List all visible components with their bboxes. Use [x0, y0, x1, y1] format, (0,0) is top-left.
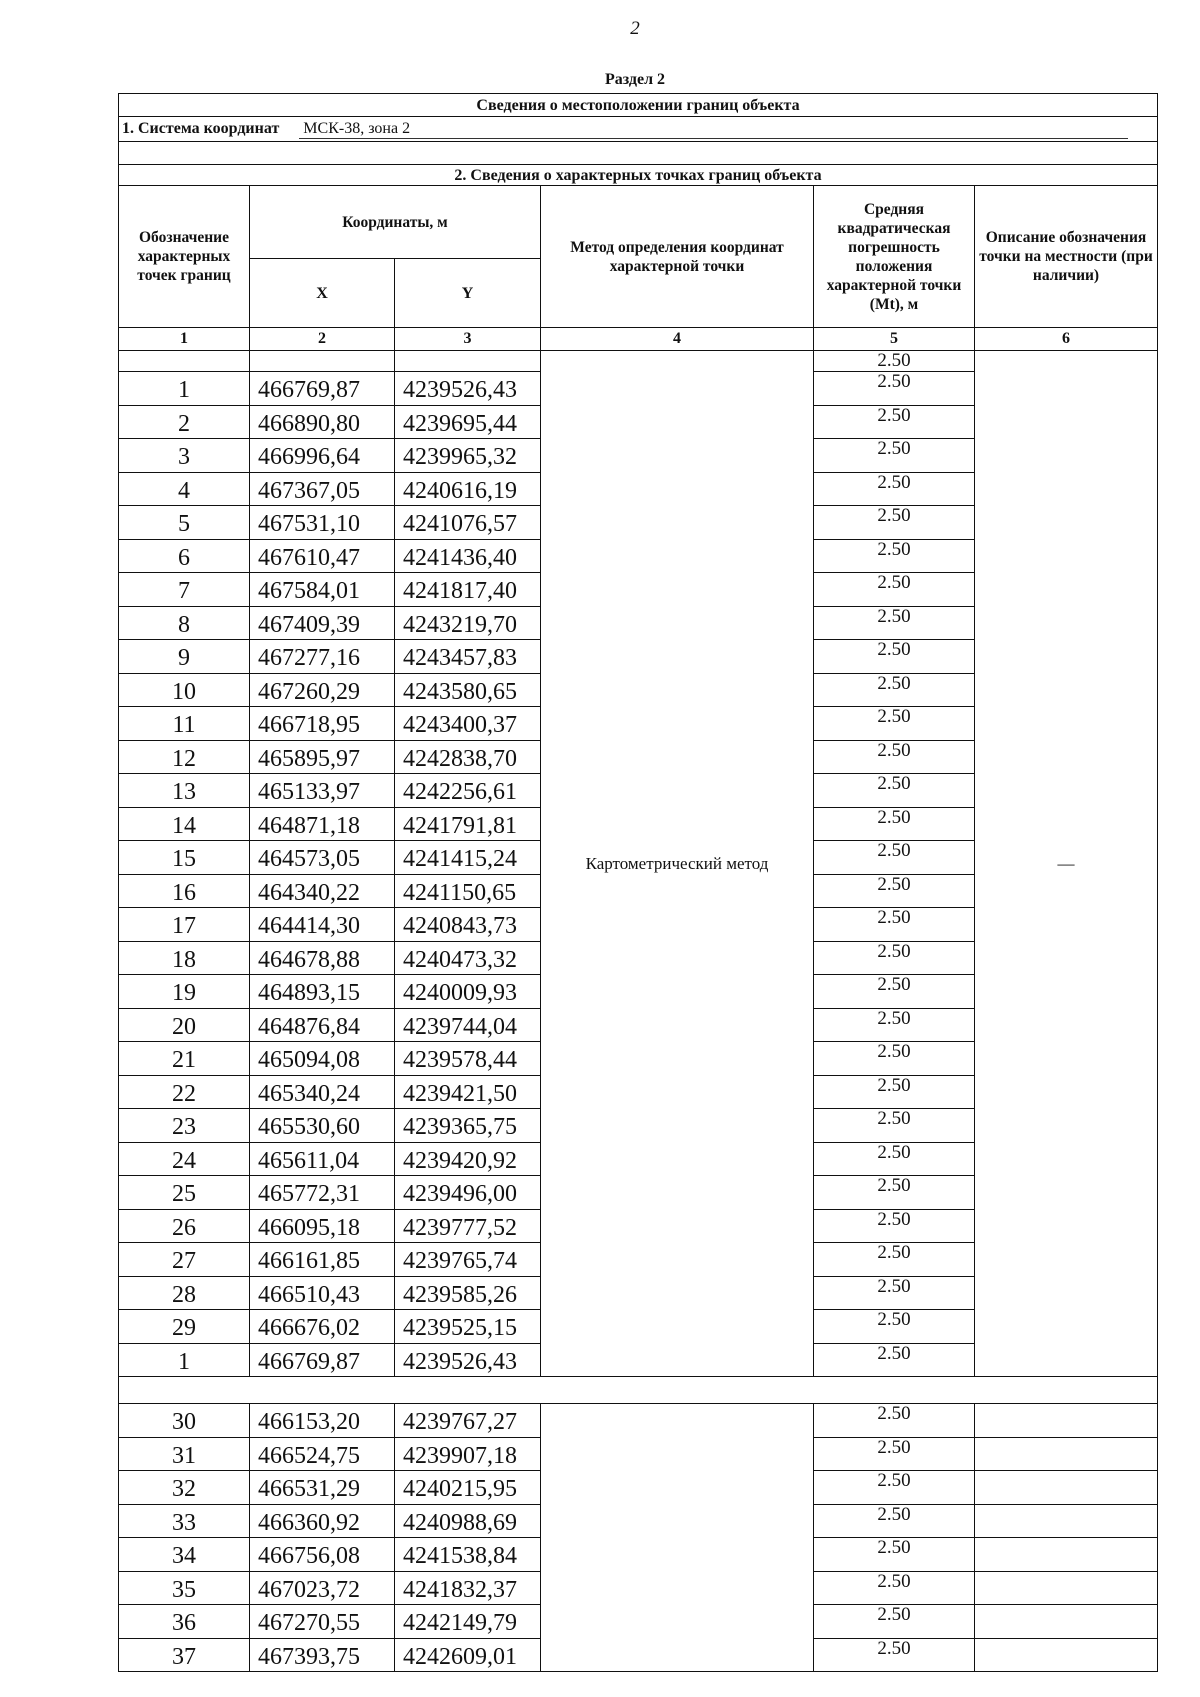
- x-cell: 465611,04: [250, 1142, 395, 1176]
- x-cell: 464871,18: [250, 807, 395, 841]
- error-cell: 2.50: [814, 874, 975, 908]
- y-cell: 4243219,70: [395, 606, 541, 640]
- table-title: Сведения о местоположении границ объекта: [119, 94, 1158, 117]
- column-number: 6: [975, 328, 1158, 351]
- x-cell: 465895,97: [250, 740, 395, 774]
- coord-system-row: [119, 117, 1158, 142]
- point-number-cell: 33: [119, 1504, 250, 1538]
- error-cell: 2.50: [814, 472, 975, 506]
- error-cell: 2.50: [814, 1176, 975, 1210]
- error-cell: 2.50: [814, 1538, 975, 1572]
- error-cell: 2.50: [814, 1504, 975, 1538]
- header-y: Y: [395, 259, 541, 328]
- description-cell: [975, 1571, 1158, 1605]
- coord-system-label: 1. Система координат: [122, 119, 280, 137]
- point-number-cell: 15: [119, 841, 250, 875]
- error-cell: 2.50: [814, 1075, 975, 1109]
- point-number-cell: 4: [119, 472, 250, 506]
- error-cell: 2.50: [814, 1109, 975, 1143]
- error-cell: 2.50: [814, 975, 975, 1009]
- coord-system-value: МСК-38, зона 2: [299, 120, 1128, 139]
- description-cell: [975, 1471, 1158, 1505]
- point-number-cell: 26: [119, 1209, 250, 1243]
- error-cell: 2.50: [814, 1209, 975, 1243]
- error-cell: 2.50: [814, 1042, 975, 1076]
- x-cell: 464573,05: [250, 841, 395, 875]
- y-cell: 4241415,24: [395, 841, 541, 875]
- y-cell: 4239765,74: [395, 1243, 541, 1277]
- error-cell: 2.50: [814, 1310, 975, 1344]
- point-number-cell: 1: [119, 372, 250, 406]
- point-number-cell: 29: [119, 1310, 250, 1344]
- y-cell: 4240988,69: [395, 1504, 541, 1538]
- description-cell: [975, 1504, 1158, 1538]
- error-cell: 2.50: [814, 1008, 975, 1042]
- point-number-cell: 9: [119, 640, 250, 674]
- y-cell: 4241538,84: [395, 1538, 541, 1572]
- point-number-cell: 35: [119, 1571, 250, 1605]
- error-cell: 2.50: [814, 1638, 975, 1672]
- error-cell: 2.50: [814, 1404, 975, 1438]
- y-cell: 4241832,37: [395, 1571, 541, 1605]
- y-cell: 4239526,43: [395, 1343, 541, 1377]
- error-cell: 2.50: [814, 640, 975, 674]
- y-cell: 4239496,00: [395, 1176, 541, 1210]
- description-cell: —: [975, 351, 1158, 1377]
- description-cell: [975, 1404, 1158, 1438]
- point-number-cell: 32: [119, 1471, 250, 1505]
- point-number-cell: 34: [119, 1538, 250, 1572]
- y-cell: 4243580,65: [395, 673, 541, 707]
- x-cell: 467584,01: [250, 573, 395, 607]
- y-cell: 4240843,73: [395, 908, 541, 942]
- page-number: 2: [630, 18, 640, 39]
- point-number-cell: 31: [119, 1437, 250, 1471]
- x-cell: 466531,29: [250, 1471, 395, 1505]
- point-number-cell: 8: [119, 606, 250, 640]
- y-cell: [395, 351, 541, 372]
- point-number-cell: 23: [119, 1109, 250, 1143]
- x-cell: 464876,84: [250, 1008, 395, 1042]
- y-cell: 4242149,79: [395, 1605, 541, 1639]
- y-cell: 4241817,40: [395, 573, 541, 607]
- x-cell: 466360,92: [250, 1504, 395, 1538]
- point-number-cell: 37: [119, 1638, 250, 1672]
- error-cell: 2.50: [814, 707, 975, 741]
- x-cell: 465094,08: [250, 1042, 395, 1076]
- point-number-cell: 12: [119, 740, 250, 774]
- y-cell: 4239525,15: [395, 1310, 541, 1344]
- x-cell: 466718,95: [250, 707, 395, 741]
- column-number: 1: [119, 328, 250, 351]
- point-number-cell: 30: [119, 1404, 250, 1438]
- x-cell: 464678,88: [250, 941, 395, 975]
- y-cell: 4240215,95: [395, 1471, 541, 1505]
- x-cell: 467393,75: [250, 1638, 395, 1672]
- point-number-cell: 21: [119, 1042, 250, 1076]
- x-cell: 467260,29: [250, 673, 395, 707]
- point-number-cell: 17: [119, 908, 250, 942]
- point-number-cell: 28: [119, 1276, 250, 1310]
- y-cell: 4239965,32: [395, 439, 541, 473]
- error-cell: 2.50: [814, 774, 975, 808]
- x-cell: 467409,39: [250, 606, 395, 640]
- x-cell: [250, 351, 395, 372]
- error-cell: 2.50: [814, 1571, 975, 1605]
- y-cell: 4239526,43: [395, 372, 541, 406]
- point-number-cell: 20: [119, 1008, 250, 1042]
- table-row: [119, 351, 1158, 372]
- column-number: 3: [395, 328, 541, 351]
- blank-row: [119, 142, 1158, 165]
- error-cell: 2.50: [814, 807, 975, 841]
- x-cell: 465133,97: [250, 774, 395, 808]
- header-point: Обозначение характерных точек границ: [119, 186, 250, 328]
- y-cell: 4239578,44: [395, 1042, 541, 1076]
- y-cell: 4240009,93: [395, 975, 541, 1009]
- y-cell: 4239695,44: [395, 405, 541, 439]
- point-number-cell: 10: [119, 673, 250, 707]
- error-cell: 2.50: [814, 841, 975, 875]
- error-cell: 2.50: [814, 941, 975, 975]
- x-cell: 466890,80: [250, 405, 395, 439]
- point-number-cell: 25: [119, 1176, 250, 1210]
- error-cell: 2.50: [814, 1276, 975, 1310]
- x-cell: 466095,18: [250, 1209, 395, 1243]
- y-cell: 4242609,01: [395, 1638, 541, 1672]
- column-number: 4: [541, 328, 814, 351]
- error-cell: 2.50: [814, 506, 975, 540]
- point-number-cell: 19: [119, 975, 250, 1009]
- point-number-cell: 6: [119, 539, 250, 573]
- x-cell: 467277,16: [250, 640, 395, 674]
- y-cell: 4241791,81: [395, 807, 541, 841]
- method-cell: Картометрический метод: [541, 351, 814, 1377]
- x-cell: 467367,05: [250, 472, 395, 506]
- y-cell: 4241436,40: [395, 539, 541, 573]
- y-cell: 4241150,65: [395, 874, 541, 908]
- description-cell: [975, 1605, 1158, 1639]
- error-cell: 2.50: [814, 372, 975, 406]
- header-description: Описание обозначения точки на местности (при наличии): [975, 186, 1158, 328]
- error-cell: 2.50: [814, 740, 975, 774]
- y-cell: 4241076,57: [395, 506, 541, 540]
- error-cell: 2.50: [814, 1243, 975, 1277]
- point-number-cell: 1: [119, 1343, 250, 1377]
- error-cell: 2.50: [814, 673, 975, 707]
- x-cell: 464340,22: [250, 874, 395, 908]
- section-title: Раздел 2: [604, 71, 666, 88]
- error-cell: 2.50: [814, 1605, 975, 1639]
- x-cell: 466510,43: [250, 1276, 395, 1310]
- x-cell: 467610,47: [250, 539, 395, 573]
- error-cell: 2.50: [814, 1437, 975, 1471]
- x-cell: 466153,20: [250, 1404, 395, 1438]
- header-x: X: [250, 259, 395, 328]
- x-cell: 467531,10: [250, 506, 395, 540]
- y-cell: 4240616,19: [395, 472, 541, 506]
- y-cell: 4242838,70: [395, 740, 541, 774]
- point-number-cell: 5: [119, 506, 250, 540]
- y-cell: 4242256,61: [395, 774, 541, 808]
- contour-separator: [119, 1377, 1158, 1404]
- x-cell: 466996,64: [250, 439, 395, 473]
- header-error: Средняя квадратическая погрешность положения характерной точки (Mt), м: [814, 186, 975, 328]
- coordinates-table: [118, 93, 1158, 1672]
- x-cell: 464893,15: [250, 975, 395, 1009]
- description-cell: [975, 1538, 1158, 1572]
- point-number-cell: [119, 351, 250, 372]
- x-cell: 466161,85: [250, 1243, 395, 1277]
- point-number-cell: 14: [119, 807, 250, 841]
- y-cell: 4239365,75: [395, 1109, 541, 1143]
- point-number-cell: 18: [119, 941, 250, 975]
- column-number: 5: [814, 328, 975, 351]
- method-cell: [541, 1404, 814, 1672]
- description-cell: [975, 1437, 1158, 1471]
- table-row: [119, 1404, 1158, 1438]
- header-method: Метод определения координат характерной точки: [541, 186, 814, 328]
- points-title: 2. Сведения о характерных точках границ объекта: [119, 165, 1158, 186]
- error-cell: 2.50: [814, 439, 975, 473]
- error-cell: 2.50: [814, 405, 975, 439]
- x-cell: 466524,75: [250, 1437, 395, 1471]
- point-number-cell: 3: [119, 439, 250, 473]
- error-cell: 2.50: [814, 1471, 975, 1505]
- description-cell: [975, 1638, 1158, 1672]
- column-number: 2: [250, 328, 395, 351]
- separator-cell: [119, 1377, 1158, 1404]
- y-cell: 4239767,27: [395, 1404, 541, 1438]
- point-number-cell: 13: [119, 774, 250, 808]
- y-cell: 4239420,92: [395, 1142, 541, 1176]
- x-cell: 465772,31: [250, 1176, 395, 1210]
- x-cell: 465530,60: [250, 1109, 395, 1143]
- x-cell: 465340,24: [250, 1075, 395, 1109]
- x-cell: 466769,87: [250, 372, 395, 406]
- error-cell: 2.50: [814, 1142, 975, 1176]
- x-cell: 467023,72: [250, 1571, 395, 1605]
- y-cell: 4239907,18: [395, 1437, 541, 1471]
- error-cell: 2.50: [814, 1343, 975, 1377]
- point-number-cell: 36: [119, 1605, 250, 1639]
- y-cell: 4239421,50: [395, 1075, 541, 1109]
- error-cell: 2.50: [814, 539, 975, 573]
- y-cell: 4240473,32: [395, 941, 541, 975]
- error-cell: 2.50: [814, 351, 975, 372]
- x-cell: 466676,02: [250, 1310, 395, 1344]
- header-coords: Координаты, м: [250, 186, 541, 259]
- point-number-cell: 16: [119, 874, 250, 908]
- y-cell: 4239777,52: [395, 1209, 541, 1243]
- y-cell: 4239744,04: [395, 1008, 541, 1042]
- y-cell: 4243457,83: [395, 640, 541, 674]
- error-cell: 2.50: [814, 908, 975, 942]
- point-number-cell: 27: [119, 1243, 250, 1277]
- error-cell: 2.50: [814, 606, 975, 640]
- point-number-cell: 24: [119, 1142, 250, 1176]
- point-number-cell: 11: [119, 707, 250, 741]
- point-number-cell: 2: [119, 405, 250, 439]
- x-cell: 467270,55: [250, 1605, 395, 1639]
- point-number-cell: 7: [119, 573, 250, 607]
- y-cell: 4243400,37: [395, 707, 541, 741]
- point-number-cell: 22: [119, 1075, 250, 1109]
- x-cell: 466769,87: [250, 1343, 395, 1377]
- error-cell: 2.50: [814, 573, 975, 607]
- y-cell: 4239585,26: [395, 1276, 541, 1310]
- x-cell: 464414,30: [250, 908, 395, 942]
- x-cell: 466756,08: [250, 1538, 395, 1572]
